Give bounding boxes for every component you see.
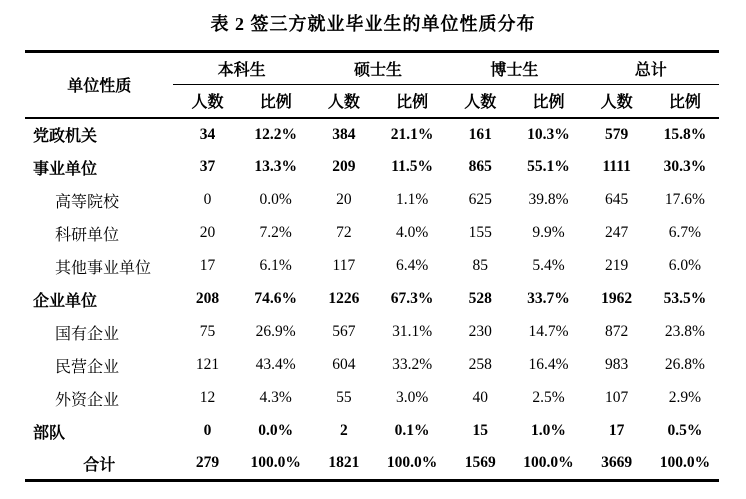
- cell-value: 21.1%: [390, 125, 434, 143]
- cell-value: 100.0%: [523, 454, 574, 472]
- cell-value: 219: [605, 257, 629, 274]
- cell-value: 528: [468, 290, 492, 307]
- cell-value: 121: [195, 356, 220, 373]
- cell-value: 75: [199, 323, 216, 340]
- cell-value: 20: [199, 224, 216, 241]
- row-label: 事业单位: [33, 160, 98, 178]
- cell-value: 15: [472, 422, 489, 439]
- row-label: 部队: [33, 424, 66, 442]
- col-subheader: 比例: [378, 85, 446, 118]
- cell-value: 6.7%: [668, 224, 702, 241]
- cell-value: 872: [605, 323, 629, 340]
- table-row: [25, 382, 719, 415]
- table-row: [25, 250, 719, 283]
- cell-value: 0.0%: [259, 191, 292, 208]
- cell-value: 107: [605, 389, 629, 406]
- cell-value: 567: [332, 323, 356, 340]
- cell-value: 17: [199, 257, 216, 274]
- col-subheader: 人数: [310, 85, 378, 118]
- col-group-undergraduate: 本科生: [173, 52, 309, 85]
- cell-value: 31.1%: [392, 323, 433, 340]
- cell-value: 0.1%: [394, 422, 430, 439]
- cell-value: 85: [472, 257, 489, 274]
- table-row: [25, 349, 719, 382]
- cell-value: 0: [203, 422, 212, 439]
- cell-value: 16.4%: [528, 356, 569, 373]
- row-label: 其他事业单位: [55, 259, 152, 277]
- cell-value: 3.0%: [395, 389, 429, 406]
- cell-value: 579: [605, 125, 629, 143]
- table-row: [25, 217, 719, 250]
- cell-value: 1.1%: [395, 191, 429, 208]
- cell-value: 161: [468, 125, 492, 143]
- cell-value: 1111: [602, 158, 631, 175]
- col-group-doctoral: 博士生: [446, 52, 582, 85]
- row-label: 国有企业: [55, 325, 120, 343]
- cell-value: 983: [605, 356, 629, 373]
- cell-value: 17.6%: [664, 191, 705, 208]
- cell-value: 155: [468, 224, 492, 241]
- cell-value: 6.4%: [395, 257, 429, 274]
- cell-value: 67.3%: [390, 290, 434, 307]
- cell-value: 2.5%: [532, 389, 565, 406]
- cell-value: 7.2%: [259, 224, 292, 241]
- cell-value: 39.8%: [528, 191, 569, 208]
- col-subheader: 人数: [583, 85, 651, 118]
- col-subheader: 比例: [242, 85, 310, 118]
- cell-value: 1821: [328, 454, 360, 472]
- cell-value: 2: [340, 422, 348, 439]
- cell-value: 17: [608, 422, 625, 439]
- cell-value: 23.8%: [664, 323, 705, 340]
- cell-value: 2.9%: [668, 389, 702, 406]
- cell-value: 12.2%: [254, 125, 297, 143]
- cell-value: 55: [336, 389, 352, 406]
- header-group-row: [25, 52, 719, 85]
- cell-value: 0: [203, 191, 212, 208]
- cell-value: 33.7%: [527, 290, 570, 307]
- col-subheader: 比例: [651, 85, 719, 118]
- cell-value: 11.5%: [391, 158, 433, 175]
- cell-value: 625: [468, 191, 492, 208]
- table-row: [25, 415, 719, 448]
- cell-value: 100.0%: [659, 454, 711, 472]
- cell-value: 279: [195, 454, 220, 472]
- row-label: 高等院校: [55, 193, 120, 211]
- table-row: [25, 448, 719, 481]
- table-row: [25, 151, 719, 184]
- cell-value: 30.3%: [663, 158, 707, 175]
- cell-value: 33.2%: [392, 356, 433, 373]
- cell-value: 865: [468, 158, 492, 175]
- cell-value: 3669: [601, 454, 633, 472]
- cell-value: 0.0%: [258, 422, 294, 439]
- cell-value: 26.8%: [664, 356, 705, 373]
- cell-value: 6.1%: [259, 257, 292, 274]
- cell-value: 247: [605, 224, 629, 241]
- cell-value: 208: [195, 290, 220, 307]
- cell-value: 37: [199, 158, 216, 175]
- cell-value: 1962: [601, 290, 633, 307]
- cell-value: 10.3%: [527, 125, 570, 143]
- row-label: 外资企业: [55, 391, 120, 409]
- cell-value: 4.0%: [395, 224, 429, 241]
- cell-value: 6.0%: [668, 257, 702, 274]
- cell-value: 100.0%: [250, 454, 301, 472]
- col-subheader: 人数: [446, 85, 514, 118]
- cell-value: 1569: [464, 454, 496, 472]
- cell-value: 26.9%: [255, 323, 296, 340]
- col-header-unit-nature: 单位性质: [25, 52, 173, 118]
- table-row: [25, 316, 719, 349]
- cell-value: 384: [332, 125, 356, 143]
- table-row: [25, 118, 719, 151]
- cell-value: 5.4%: [532, 257, 565, 274]
- cell-value: 13.3%: [254, 158, 297, 175]
- table-row: [25, 184, 719, 217]
- cell-value: 43.4%: [255, 356, 296, 373]
- cell-value: 14.7%: [528, 323, 569, 340]
- cell-value: 72: [336, 224, 352, 241]
- cell-value: 209: [332, 158, 356, 175]
- cell-value: 34: [199, 125, 216, 143]
- cell-value: 0.5%: [667, 422, 703, 439]
- cell-value: 74.6%: [254, 290, 297, 307]
- row-label: 合计: [83, 456, 116, 474]
- cell-value: 258: [468, 356, 492, 373]
- cell-value: 4.3%: [259, 389, 292, 406]
- cell-value: 55.1%: [527, 158, 570, 175]
- cell-value: 53.5%: [663, 290, 707, 307]
- cell-value: 12: [199, 389, 216, 406]
- cell-value: 1226: [328, 290, 360, 307]
- table-row: [25, 283, 719, 316]
- unit-nature-distribution-table: [25, 50, 719, 482]
- cell-value: 40: [472, 389, 489, 406]
- cell-value: 117: [332, 257, 356, 274]
- cell-value: 604: [332, 356, 356, 373]
- cell-value: 15.8%: [663, 125, 707, 143]
- row-label: 企业单位: [33, 292, 98, 310]
- cell-value: 100.0%: [386, 454, 438, 472]
- col-group-total: 总计: [583, 52, 719, 85]
- cell-value: 1.0%: [531, 422, 566, 439]
- table-caption: 表 2 签三方就业毕业生的单位性质分布: [210, 14, 536, 34]
- col-group-master: 硕士生: [310, 52, 446, 85]
- row-label: 民营企业: [55, 358, 120, 376]
- cell-value: 230: [468, 323, 492, 340]
- row-label: 党政机关: [33, 128, 98, 145]
- col-subheader: 人数: [173, 85, 241, 118]
- row-label: 科研单位: [55, 226, 120, 244]
- cell-value: 20: [336, 191, 352, 208]
- cell-value: 645: [605, 191, 629, 208]
- col-subheader: 比例: [514, 85, 582, 118]
- cell-value: 9.9%: [532, 224, 565, 241]
